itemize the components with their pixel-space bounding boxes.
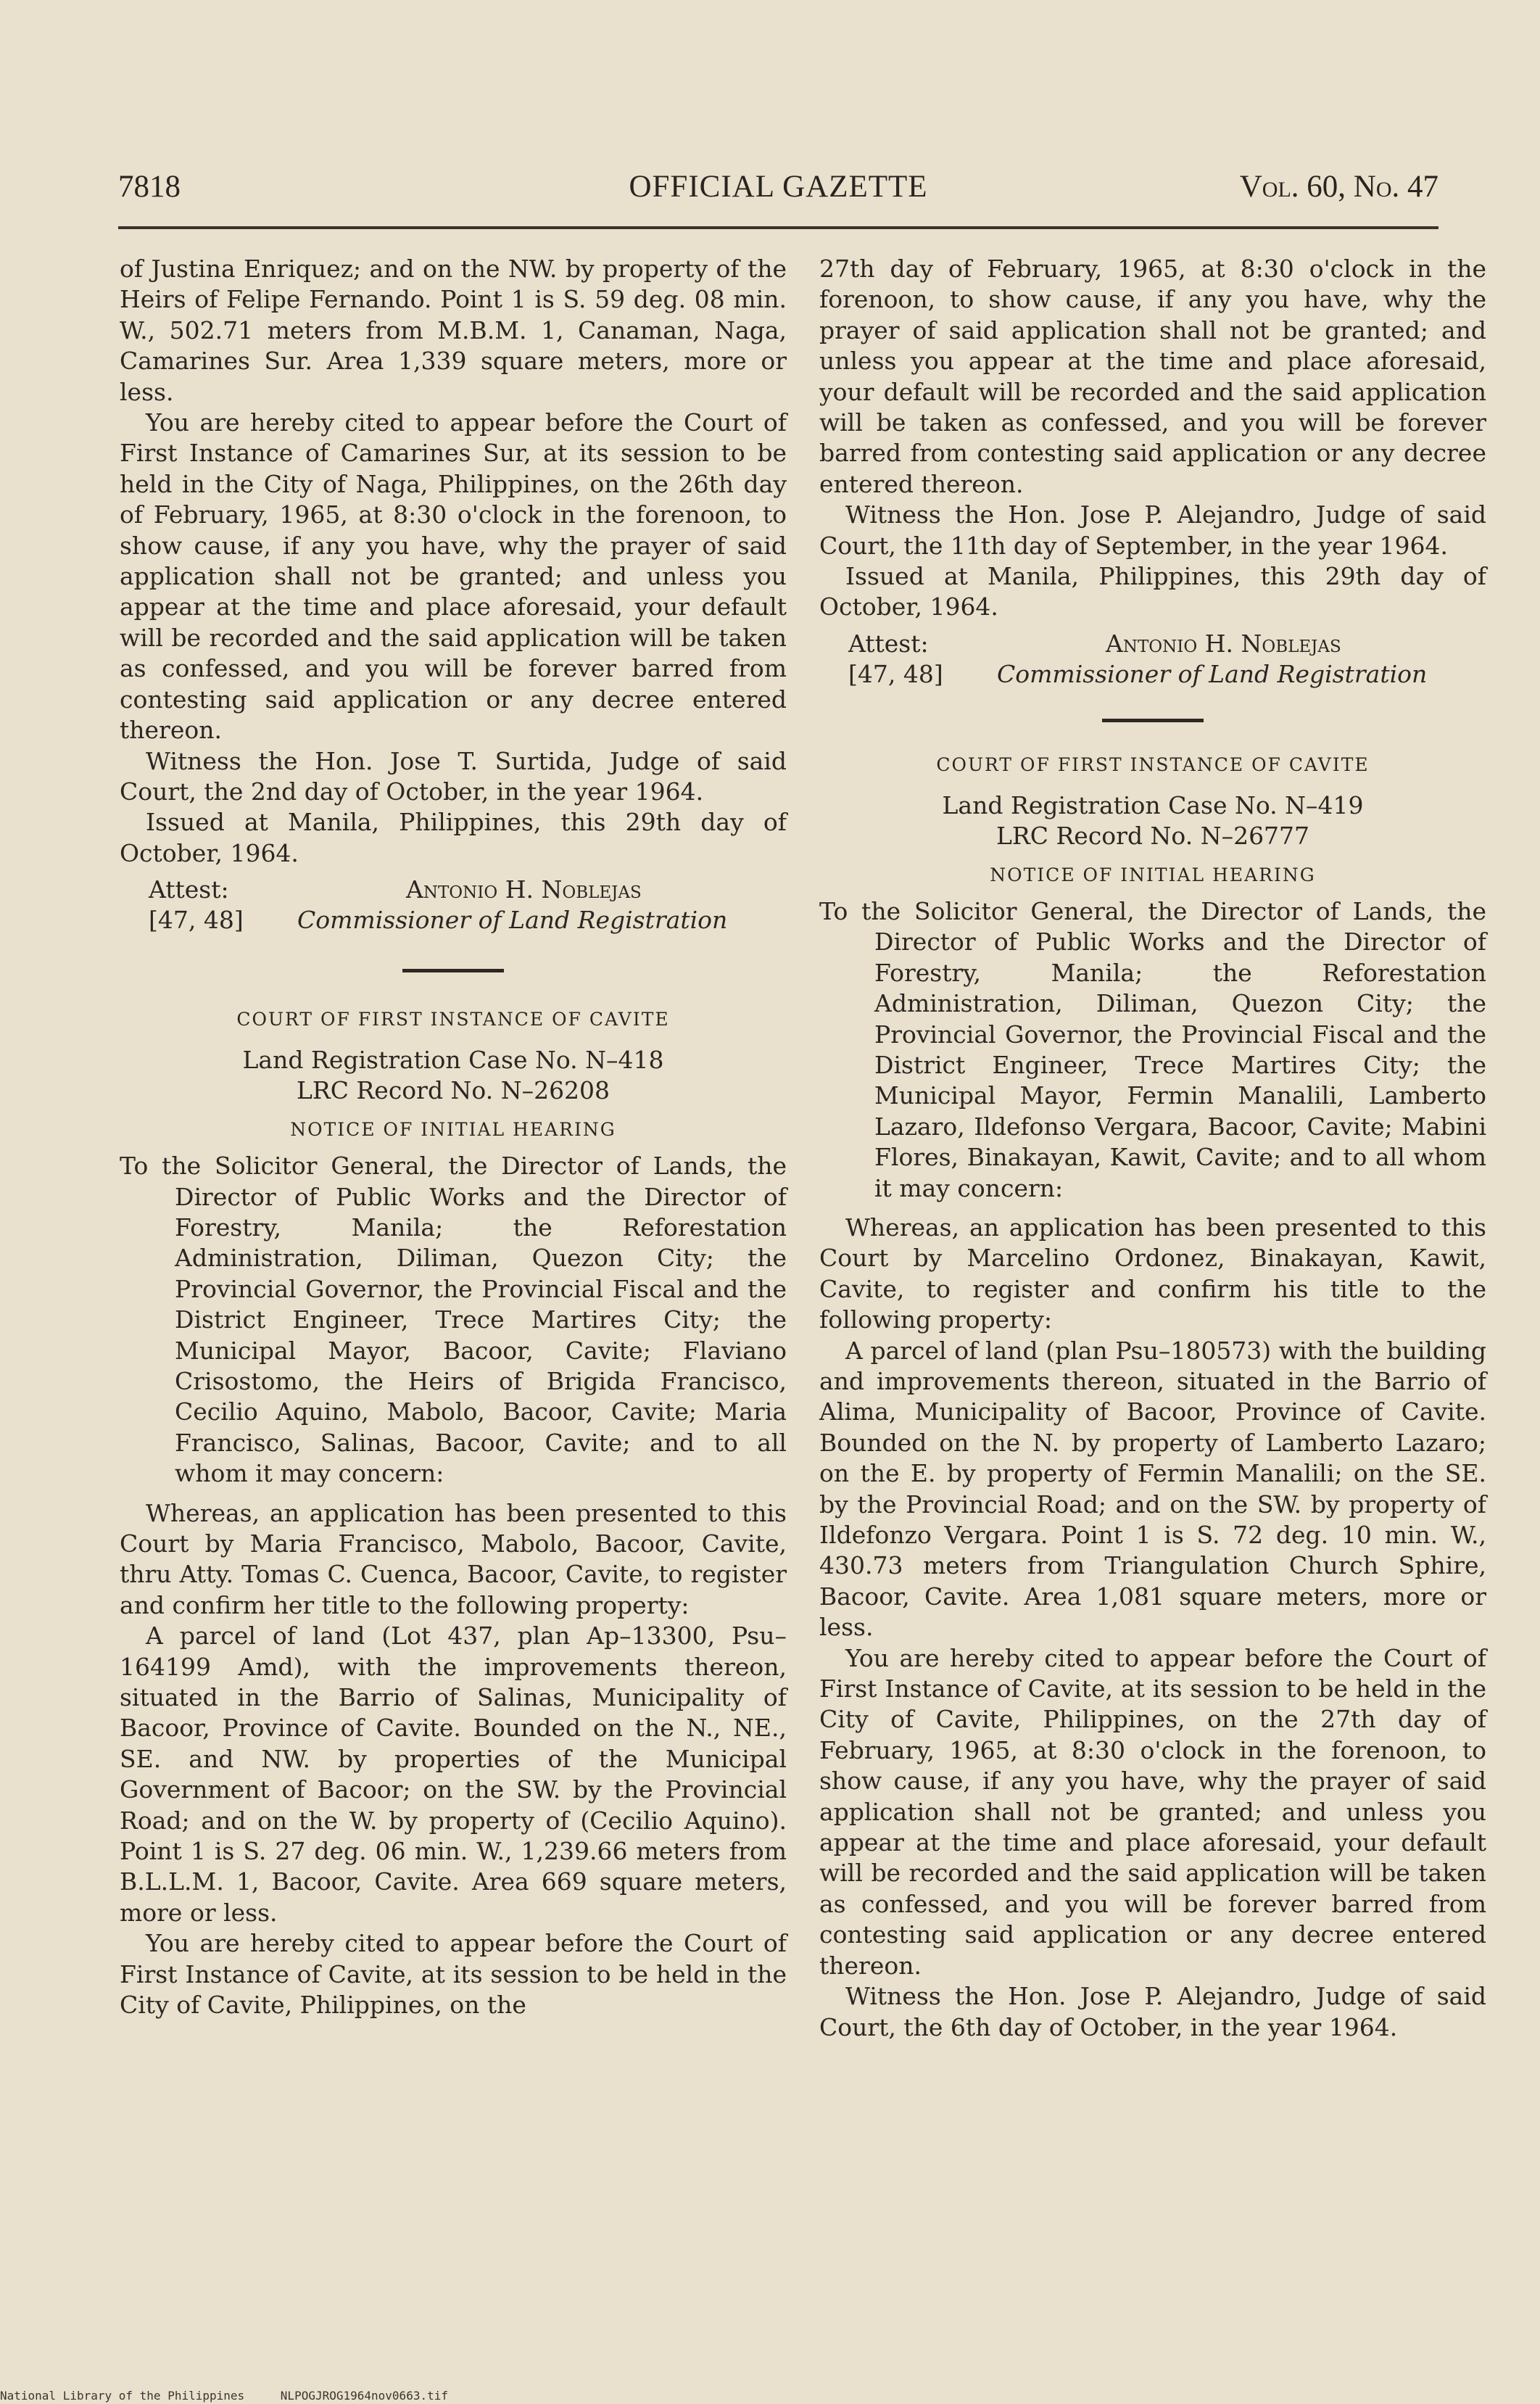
paragraph: You are hereby cited to appear before the Court of First Instance of Cavite, at its session to be held in the City of Cavite, Philippines, on the [120,1929,787,2020]
attest-label: Attest: [848,629,929,658]
section-divider [402,969,504,972]
attest-title: Commissioner of Land Registration [297,906,728,935]
left-column [120,254,787,2021]
paragraph: A parcel of land (plan Psu–180573) with the building and improvements thereon, situated in the Barrio of Alima, Municipality of Bacoor, Province of Cavite. Bounded on the N. by property of Lamberto Lazaro; on the E. by property of Fermin Manalili; on the SE. by the Provincial Road; and on the SW. by property of Ildefonzo Vergara. Point 1 is S. 72 deg. 10 min. W., 430.73 meters from Triangulation Church Sphire, Bacoor, Cavite. Area 1,081 square meters, more or less. [819,1336,1486,1642]
case-number: Land Registration Case No. N–419 [942,790,1364,819]
addressees: To the Solicitor General, the Director of Lands, the Director of Public Works and the Director of Forestry, Manila; the Reforestation Administration, Diliman, Quezon City; the Provincial Governor, the Provincial Fiscal and the District Engineer, Trece Martires City; the Municipal Mayor, Bacoor, Cavite; Flaviano Crisostomo, the Heirs of Brigida Francisco, Cecilio Aquino, Mabolo, Bacoor, Cavite; Maria Francisco, Salinas, Bacoor, Cavite; and to all whom it may concern: [120,1152,787,1488]
attest-title: Commissioner of Land Registration [997,659,1428,688]
paragraph: You are hereby cited to appear before the Court of First Instance of Cavite, at its session to be held in the City of Cavite, Philippines, on the 27th day of February, 1965, at 8:30 o'clock in the forenoon, to show cause, if any you have, why the prayer of said application shall not be granted; and unless you appear at the time and place aforesaid, your default will be recorded and the said application will be taken as confessed, and you will be forever barred from contesting said application or any decree entered thereon. [819,1643,1486,1980]
paragraph: Issued at Manila, Philippines, this 29th day of October, 1964. [819,562,1486,621]
volume-issue: Vol. 60, No. 47 [1239,170,1438,204]
page-number: 7818 [118,170,181,204]
paragraph: Whereas, an application has been presented to this Court by Marcelino Ordonez, Binakayan, Kawit, Cavite, to register and confirm his title to the following property: [819,1213,1486,1334]
paragraph: Witness the Hon. Jose P. Alejandro, Judge of said Court, the 6th day of October, in the year 1964. [819,1982,1486,2041]
right-column [819,254,1486,2043]
attest-name: Antonio H. Noblejas [1106,629,1341,658]
paragraph: Issued at Manila, Philippines, this 29th day of October, 1964. [120,808,787,867]
header-divider [118,226,1438,229]
attest-line [848,629,1486,659]
attest-name: Antonio H. Noblejas [406,875,642,904]
paragraph: 27th day of February, 1965, at 8:30 o'clock in the forenoon, to show cause, if any you have, why the prayer of said application shall not be granted; and unless you appear at the time and place aforesaid, your default will be recorded and the said application will be taken as confessed, and you will be forever barred from contesting said application or any decree entered thereon. [819,255,1486,498]
scan-filename: NLPOGJROG1964nov0663.tif [280,2389,448,2403]
publication-title: OFFICIAL GAZETTE [629,170,928,204]
paragraph: of Justina Enriquez; and on the NW. by property of the Heirs of Felipe Fernando. Point 1 is S. 59 deg. 08 min. W., 502.71 meters from M.B.M. 1, Canaman, Naga, Camarines Sur. Area 1,339 square meters, more or less. [120,255,787,406]
notice-heading: NOTICE OF INITIAL HEARING [290,1119,616,1141]
paragraph: Witness the Hon. Jose P. Alejandro, Judge of said Court, the 11th day of September, in the year 1964. [819,500,1486,560]
lrc-record: LRC Record No. N–26777 [995,821,1310,850]
paragraph: You are hereby cited to appear before the Court of First Instance of Camarines Sur, at its session to be held in the City of Naga, Philippines, on the 26th day of February, 1965, at 8:30 o'clock in the forenoon, to show cause, if any you have, why the prayer of said application shall not be granted; and unless you appear at the time and place aforesaid, your default will be recorded and the said application will be taken as confessed, and you will be forever barred from contesting said application or any decree entered thereon. [120,408,787,745]
attest-line [149,875,787,905]
page-header [118,165,1438,209]
attest-title-line [149,905,787,935]
issue-code: [47, 48] [149,906,244,935]
section-divider [1102,719,1204,722]
court-heading: COURT OF FIRST INSTANCE OF CAVITE [936,753,1370,775]
attest-title-line [848,659,1486,690]
paragraph: Witness the Hon. Jose T. Surtida, Judge of said Court, the 2nd day of October, in the year 1964. [120,746,787,806]
addressees: To the Solicitor General, the Director of Lands, the Director of Public Works and the Director of Forestry, Manila; the Reforestation Administration, Diliman, Quezon City; the Provincial Governor, the Provincial Fiscal and the District Engineer, Trece Martires City; the Municipal Mayor, Fermin Manalili, Lamberto Lazaro, Ildefonso Vergara, Bacoor, Cavite; Mabini Flores, Binakayan, Kawit, Cavite; and to all whom it may concern: [819,896,1486,1202]
library-credit: National Library of the Philippines [0,2389,245,2403]
attest-label: Attest: [149,875,229,904]
scan-footer [0,2388,477,2404]
paragraph: Whereas, an application has been presented to this Court by Maria Francisco, Mabolo, Bacoor, Cavite, thru Atty. Tomas C. Cuenca, Bacoor, Cavite, to register and confirm her title to the following property: [120,1498,787,1619]
notice-heading: NOTICE OF INITIAL HEARING [990,864,1316,885]
paragraph: A parcel of land (Lot 437, plan Ap–13300, Psu–164199 Amd), with the improvements thereon, situated in the Barrio of Salinas, Municipality of Bacoor, Province of Cavite. Bounded on the N., NE., SE. and NW. by properties of the Municipal Government of Bacoor; on the SW. by the Provincial Road; and on the W. by property of (Cecilio Aquino). Point 1 is S. 27 deg. 06 min. W., 1,239.66 meters from B.L.L.M. 1, Bacoor, Cavite. Area 669 square meters, more or less. [120,1622,787,1927]
court-heading: COURT OF FIRST INSTANCE OF CAVITE [236,1009,670,1030]
issue-code: [47, 48] [848,659,943,688]
case-number: Land Registration Case No. N–418 [242,1046,664,1075]
lrc-record: LRC Record No. N–26208 [296,1076,610,1105]
